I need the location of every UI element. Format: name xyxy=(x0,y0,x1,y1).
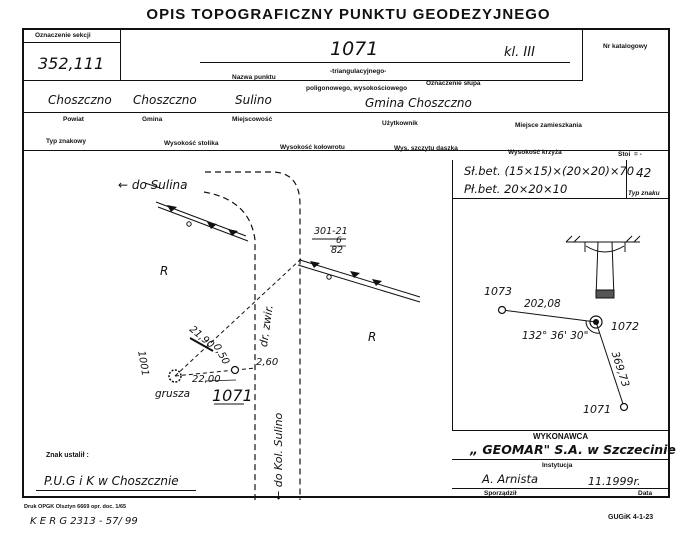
label-uzytkownik: Użytkownik xyxy=(382,120,418,127)
location-powiat: Choszczno xyxy=(48,93,112,107)
contractor-value: „ GEOMAR" S.A. w Szczecinie xyxy=(470,442,676,457)
sheet-value: 352,111 xyxy=(38,54,105,73)
label-gmina: Gmina xyxy=(142,116,163,123)
label-stoi: Stoi xyxy=(618,151,631,158)
marker-line1: Sł.bet. (15×15)×(20×20)×70 xyxy=(464,164,635,178)
contractor-line xyxy=(452,459,670,460)
boundary-den: 6 xyxy=(336,236,342,246)
print-note: Druk OPGK Olsztyn 6669 opr. doc. 1/65 xyxy=(24,504,127,510)
line-1073-1072 xyxy=(502,310,596,322)
drafter-label: Sporządził xyxy=(484,490,517,497)
point-name-label: Nazwa punktu xyxy=(232,74,276,81)
label-wys-kolowrotu: Wysokość kołowrotu xyxy=(280,144,345,151)
dist-1073-1072: 202,08 xyxy=(524,298,561,310)
point-type-line2: poligonowego, wysokościowego xyxy=(306,85,408,92)
class-value: kl. III xyxy=(504,45,535,60)
boundary-den2: 82 xyxy=(331,245,344,256)
dist-22-00: 22,00 xyxy=(192,374,221,385)
label-point-1073: 1073 xyxy=(484,285,512,298)
marker-cross-section xyxy=(566,236,640,298)
drafter-line xyxy=(452,488,670,489)
point-type-line1: -triangulacyjnego- xyxy=(330,68,387,75)
label-powiat: Powiat xyxy=(63,116,84,123)
hedge-point xyxy=(187,222,191,226)
marker-type-label: Typ znaku xyxy=(628,190,660,197)
map-point-number: 1071 xyxy=(212,386,253,405)
road-to-kol-sulino: ← do Kol. Sulino xyxy=(272,412,285,500)
field-R-right: R xyxy=(368,330,377,344)
location-uzytkownik: Gmina Choszczno xyxy=(365,96,472,110)
field-R-left: R xyxy=(160,264,169,278)
mark-established-value: P.U.G i K w Choszcznie xyxy=(44,474,179,488)
marker-type-value: 42 xyxy=(636,166,652,180)
point-1071-right-symbol xyxy=(621,404,628,411)
dist-0-50: 0,50 xyxy=(210,342,232,367)
drafter-value: A. Arnista xyxy=(482,472,539,486)
traverse-lines xyxy=(502,310,624,407)
point-id-left: 1001 xyxy=(135,350,151,377)
label-miejscowosc: Miejscowość xyxy=(232,116,273,123)
marker-line2: Pł.bet. 20×20×10 xyxy=(464,182,568,196)
mark-established-label: Znak ustalił : xyxy=(46,452,89,459)
label-wys-krzyza: Wysokość krzyża xyxy=(508,149,562,156)
dist-2-60: 2,60 xyxy=(256,357,279,368)
road-surface-label: dr. zwir. xyxy=(257,304,276,348)
measure-diagonal xyxy=(175,258,302,376)
dist-21-90: 21,90 xyxy=(186,324,216,351)
catalog-label: Nr katalogowy xyxy=(603,43,648,50)
label-typ-znakowy: Typ znakowy xyxy=(46,138,86,145)
point-1073-symbol xyxy=(499,307,506,314)
location-gmina: Choszczno xyxy=(133,93,197,107)
point-number: 1071 xyxy=(330,38,379,60)
label-point-1071: 1071 xyxy=(583,403,611,416)
hedge-arrowheads xyxy=(167,205,382,286)
stoi-value: = - xyxy=(634,151,642,158)
tree-label: grusza xyxy=(155,388,191,400)
hedge-left xyxy=(158,207,248,241)
sign-label: Oznaczenie słupa xyxy=(426,80,481,87)
location-miejscowosc: Sulino xyxy=(235,93,272,107)
road-edge-right xyxy=(205,172,300,500)
label-point-1072: 1072 xyxy=(611,320,639,333)
point-1072-dot xyxy=(593,319,599,325)
institution-label: Instytucja xyxy=(542,462,573,469)
mark-line xyxy=(36,490,196,491)
label-wys-stolika: Wysokość stolika xyxy=(164,140,219,147)
sheet-label: Oznaczenie sekcji xyxy=(35,32,91,39)
angle-value: 132° 36' 30" xyxy=(522,330,589,342)
kerg-code: K E R G 2313 - 57/ 99 xyxy=(30,516,138,527)
label-miejsce: Miejsce zamieszkania xyxy=(515,122,582,129)
dist-1072-1071: 369,73 xyxy=(608,350,632,389)
contractor-label: WYKONAWCA xyxy=(533,432,589,441)
form-code: GUGiK 4-1-23 xyxy=(608,514,654,521)
hedge-right xyxy=(298,265,420,302)
date-value: 11.1999r. xyxy=(588,475,641,488)
hedge-right xyxy=(300,260,420,297)
label-wys-daszka: Wys. szczytu daszka xyxy=(394,145,458,152)
date-label: Data xyxy=(638,490,653,497)
point-1071-symbol xyxy=(232,367,239,374)
road-to-sulina: ← do Sulina xyxy=(118,178,188,192)
boundary-num: 301-21 xyxy=(314,226,348,237)
hedge-point xyxy=(327,275,331,279)
document-title: OPIS TOPOGRAFICZNY PUNKTU GEODEZYJNEGO xyxy=(146,6,551,23)
